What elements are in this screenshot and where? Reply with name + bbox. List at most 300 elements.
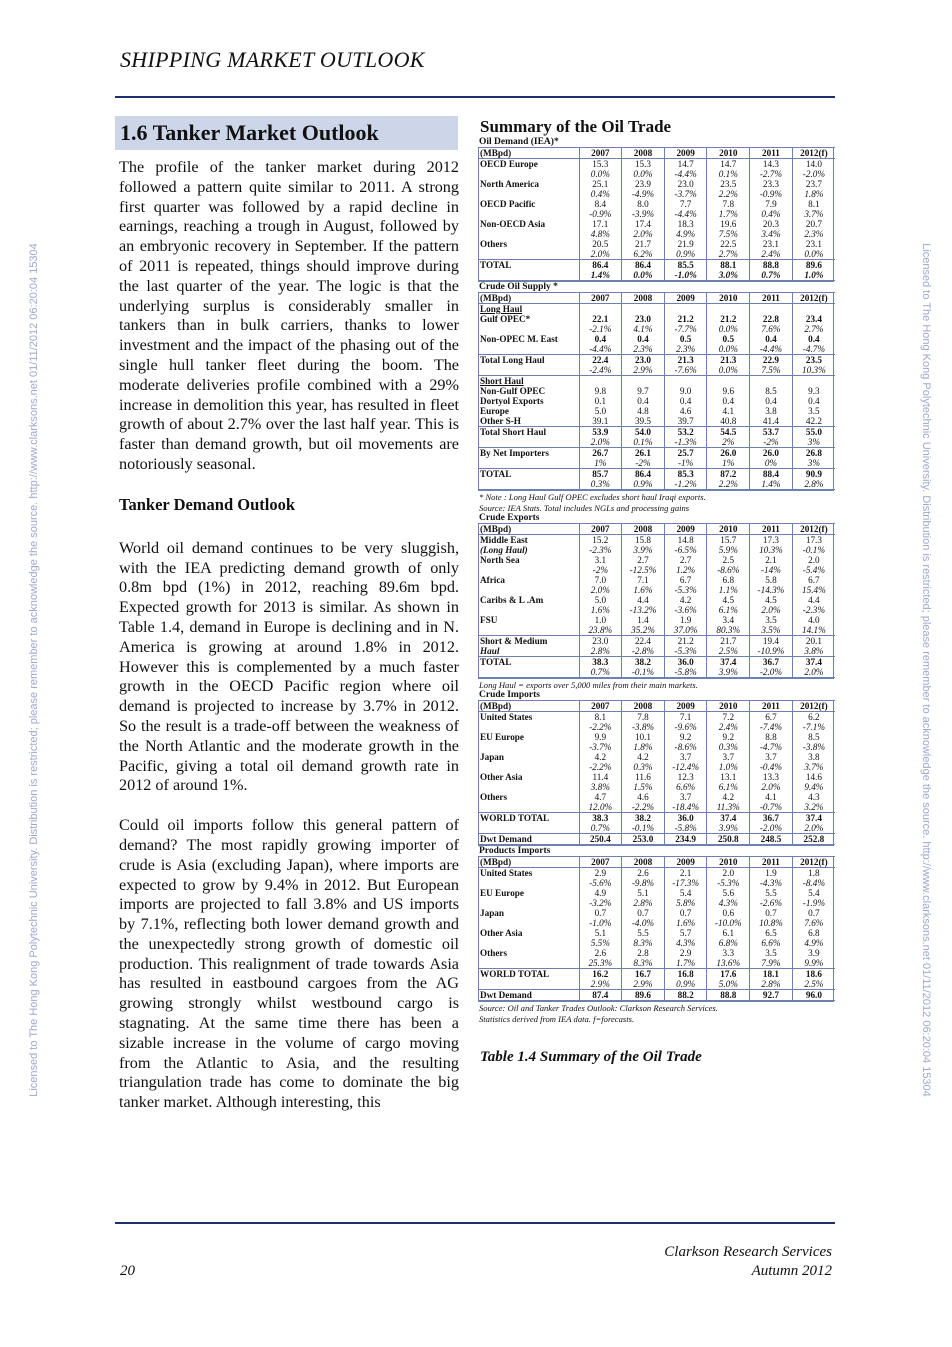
row-label: Africa: [480, 575, 505, 585]
value-cell: 4.5: [707, 595, 750, 605]
table-row: [479, 304, 835, 315]
value-cell: 5.5: [622, 928, 665, 938]
row-label: Haul: [480, 646, 500, 656]
license-watermark-right: Licensed to The Hong Kong Polytechnic University. Distribution is restricted; please remember to acknowledge the source. http://www.clarksons.net 01/11/2012 06:20:04 15304: [920, 243, 932, 1097]
header-cell: 2012(f): [792, 857, 835, 868]
value-cell: 2.0%: [750, 605, 793, 615]
value-cell: 14.3: [750, 159, 793, 170]
value-cell: 3.7: [707, 752, 750, 762]
value-cell: 10.3%: [750, 545, 793, 555]
value-cell: 17.3: [750, 535, 793, 546]
value-cell: 2.3%: [664, 344, 707, 355]
table-row: [479, 595, 835, 605]
value-cell: 2.8%: [750, 979, 793, 990]
value-cell: 39.1: [579, 416, 622, 427]
value-cell: 88.1: [707, 260, 750, 271]
table-row-growth: [479, 918, 835, 928]
value-cell: 9.9%: [792, 958, 835, 969]
row-label: Other Asia: [480, 772, 523, 782]
table-section: [478, 147, 834, 282]
value-cell: 9.6: [707, 386, 750, 396]
value-cell: 40.8: [707, 416, 750, 427]
table-row-growth: [479, 479, 835, 490]
value-cell: 2.9%: [622, 365, 665, 376]
value-cell: 6.8: [707, 575, 750, 585]
row-label: Japan: [480, 908, 505, 918]
row-label: [479, 762, 579, 772]
row-label: United States: [480, 868, 533, 878]
header-cell: (MBpd): [479, 701, 579, 712]
table-row: [479, 219, 835, 229]
value-cell: 36.0: [664, 813, 707, 824]
header-cell: 2010: [707, 293, 750, 304]
value-cell: 2.1: [750, 555, 793, 565]
value-cell: 2.0%: [622, 229, 665, 239]
value-cell: 7.6%: [792, 918, 835, 928]
value-cell: 19.6: [707, 219, 750, 229]
value-cell: -13.2%: [622, 605, 665, 615]
value-cell: 20.3: [750, 219, 793, 229]
value-cell: 87.4: [579, 990, 622, 1001]
header-cell: 2009: [664, 857, 707, 868]
value-cell: 26.0: [707, 448, 750, 459]
row-label: WORLD TOTAL: [479, 813, 579, 824]
row-label: TOTAL: [479, 469, 579, 480]
value-cell: 250.4: [579, 834, 622, 845]
value-cell: 39.5: [622, 416, 665, 427]
table-row: [479, 179, 835, 189]
value-cell: 18.3: [664, 219, 707, 229]
header-cell: (MBpd): [479, 148, 579, 159]
header-cell: 2009: [664, 148, 707, 159]
value-cell: 7.7: [664, 199, 707, 209]
value-cell: -1.3%: [664, 437, 707, 448]
value-cell: 5.7: [664, 928, 707, 938]
imports-paragraph: Could oil imports follow this general pattern of demand? The most rapidly growing importer of crude is Asia (excluding Japan), where imports are expected to grow by 9.4% in 2012. But European imports are projected to fall 3.8% and US imports by 7.1%, reflecting both lower demand growth and the unexpectedly strong growth of domestic oil production. This realignment of trade towards Asia has resulted in eastbound cargoes from the AG growing strongly whilst westbound cargo is stagnating. At the same time there has been a sizable increase in the volume of cargo moving from the Atlantic to Asia, and the resulting triangulation trade has come to dominate the big tanker market. Although interesting, this: [119, 816, 459, 1112]
value-cell: 0.4: [750, 334, 793, 344]
value-cell: 23.0: [622, 355, 665, 366]
table-row: [479, 416, 835, 427]
table-row: [479, 239, 835, 249]
value-cell: 3.7%: [792, 209, 835, 219]
row-label: Short & Medium: [479, 636, 579, 647]
value-cell: 1.0%: [707, 762, 750, 772]
value-cell: 2.0%: [750, 782, 793, 792]
value-cell: 7.0: [579, 575, 622, 585]
table-row-growth: [479, 979, 835, 990]
value-cell: 23.3: [750, 179, 793, 189]
value-cell: 20.5: [579, 239, 622, 249]
table-row: [479, 908, 835, 918]
value-cell: 0.0%: [707, 344, 750, 355]
value-cell: 4.6: [622, 792, 665, 802]
table-row: [479, 636, 835, 647]
value-cell: 85.3: [664, 469, 707, 480]
value-cell: -1.2%: [664, 479, 707, 490]
header-cell: 2007: [579, 701, 622, 712]
row-label: [479, 667, 579, 678]
value-cell: 22.8: [750, 314, 793, 324]
value-cell: -5.3%: [664, 646, 707, 657]
value-cell: 17.4: [622, 219, 665, 229]
value-cell: 0.9%: [664, 979, 707, 990]
value-cell: 38.2: [622, 813, 665, 824]
value-cell: 8.8: [750, 732, 793, 742]
table-row-growth: [479, 270, 835, 281]
value-cell: -3.8%: [792, 742, 835, 752]
value-cell: -6.5%: [664, 545, 707, 555]
value-cell: 1.2%: [664, 565, 707, 575]
value-cell: 21.7: [622, 239, 665, 249]
table-row-growth: [479, 958, 835, 969]
value-cell: 2.0%: [579, 249, 622, 260]
table-row: [479, 868, 835, 879]
table-row: [479, 928, 835, 938]
value-cell: 2.3%: [622, 344, 665, 355]
row-label: Japan: [480, 752, 505, 762]
table-header-row: [479, 701, 835, 712]
value-cell: -17.3%: [664, 878, 707, 888]
value-cell: 6.8%: [707, 938, 750, 948]
table-row-growth: [479, 565, 835, 575]
value-cell: 248.5: [750, 834, 793, 845]
value-cell: -1.0%: [579, 918, 622, 928]
value-cell: 8.4: [579, 199, 622, 209]
table-row-growth: [479, 585, 835, 595]
table-header-row: [479, 524, 835, 535]
table-row: [479, 712, 835, 723]
table-row: [479, 575, 835, 585]
value-cell: 14.6: [792, 772, 835, 782]
value-cell: 5.9%: [707, 545, 750, 555]
data-table: [479, 523, 835, 678]
header-cell: 2008: [622, 524, 665, 535]
header-rule: [115, 96, 835, 98]
table-section: [478, 292, 834, 491]
row-label: WORLD TOTAL: [479, 969, 579, 980]
value-cell: 15.7: [707, 535, 750, 546]
value-cell: 8.1: [579, 712, 622, 723]
value-cell: -0.1%: [792, 545, 835, 555]
value-cell: 5.4: [664, 888, 707, 898]
value-cell: -14.3%: [750, 585, 793, 595]
value-cell: 13.6%: [707, 958, 750, 969]
header-cell: 2011: [750, 293, 793, 304]
value-cell: 5.1: [622, 888, 665, 898]
value-cell: 54.5: [707, 427, 750, 438]
table-row-growth: [479, 938, 835, 948]
value-cell: -2.7%: [750, 169, 793, 179]
value-cell: -2.2%: [579, 722, 622, 732]
header-cell: 2011: [750, 701, 793, 712]
value-cell: 92.7: [750, 990, 793, 1001]
value-cell: 1.7%: [664, 958, 707, 969]
value-cell: -3.7%: [579, 742, 622, 752]
row-label: [479, 344, 579, 355]
row-label: [479, 802, 579, 813]
table-section-title: Products Imports: [479, 846, 551, 856]
table-row: [479, 813, 835, 824]
value-cell: 9.7: [622, 386, 665, 396]
value-cell: 2.0: [792, 555, 835, 565]
value-cell: 3.1: [579, 555, 622, 565]
value-cell: 5.4: [792, 888, 835, 898]
row-label: FSU: [480, 615, 498, 625]
value-cell: 15.2: [579, 535, 622, 546]
value-cell: 0.7: [622, 908, 665, 918]
table-caption: Table 1.4 Summary of the Oil Trade: [480, 1049, 702, 1065]
row-label: Caribs & L .Am: [480, 595, 544, 605]
value-cell: -4.4%: [664, 209, 707, 219]
row-label: Dwt Demand: [479, 990, 579, 1001]
row-label: EU Europe: [480, 732, 524, 742]
value-cell: 6.6%: [750, 938, 793, 948]
value-cell: 18.1: [750, 969, 793, 980]
value-cell: 2.9%: [622, 979, 665, 990]
license-watermark-left: Licensed to The Hong Kong Polytechnic University. Distribution is restricted; please remember to acknowledge the source. http://www.clarksons.net 01/11/2012 06:20:04 15304: [28, 243, 40, 1097]
value-cell: 4.4: [792, 595, 835, 605]
row-label: Other Asia: [480, 928, 523, 938]
table-header-row: [479, 148, 835, 159]
header-cell: (MBpd): [479, 524, 579, 535]
value-cell: [707, 376, 750, 387]
value-cell: 53.7: [750, 427, 793, 438]
value-cell: 8.0: [622, 199, 665, 209]
table-row: [479, 396, 835, 406]
value-cell: -8.6%: [707, 565, 750, 575]
value-cell: 1.9: [664, 615, 707, 625]
table-row-growth: [479, 209, 835, 219]
value-cell: 14.7: [707, 159, 750, 170]
value-cell: 22.9: [750, 355, 793, 366]
table-row: [479, 772, 835, 782]
value-cell: 1.4%: [579, 270, 622, 281]
value-cell: 17.6: [707, 969, 750, 980]
row-label: [479, 722, 579, 732]
value-cell: 0.4: [664, 396, 707, 406]
value-cell: 9.0: [664, 386, 707, 396]
value-cell: -3.8%: [622, 722, 665, 732]
value-cell: 23.9: [622, 179, 665, 189]
value-cell: 0.7: [664, 908, 707, 918]
table-row: [479, 376, 835, 387]
value-cell: 0.7: [579, 908, 622, 918]
value-cell: 25.1: [579, 179, 622, 189]
value-cell: 3.2%: [792, 802, 835, 813]
value-cell: 2.9%: [579, 979, 622, 990]
table-row-growth: [479, 545, 835, 555]
value-cell: 6.1%: [707, 782, 750, 792]
value-cell: 6.8: [792, 928, 835, 938]
table-row: [479, 535, 835, 546]
data-table: [479, 700, 835, 845]
table-section: [478, 856, 834, 1002]
value-cell: 2.7: [622, 555, 665, 565]
value-cell: [622, 376, 665, 387]
value-cell: [664, 304, 707, 315]
table-row-growth: [479, 667, 835, 678]
row-label: Other S-H: [480, 416, 521, 426]
value-cell: 42.2: [792, 416, 835, 427]
row-label: [479, 189, 579, 199]
value-cell: 26.7: [579, 448, 622, 459]
value-cell: 2.8%: [579, 646, 622, 657]
value-cell: -12.5%: [622, 565, 665, 575]
value-cell: 3.8: [792, 752, 835, 762]
data-table: [479, 292, 835, 490]
value-cell: -0.9%: [579, 209, 622, 219]
value-cell: 23.5: [707, 179, 750, 189]
table-row: [479, 792, 835, 802]
row-label: Non-OECD Asia: [480, 219, 546, 229]
data-table: [479, 856, 835, 1001]
value-cell: 1.6%: [579, 605, 622, 615]
value-cell: [579, 304, 622, 315]
value-cell: 0.6: [707, 908, 750, 918]
value-cell: 2.7%: [707, 249, 750, 260]
value-cell: 9.9: [579, 732, 622, 742]
value-cell: 2.6: [622, 868, 665, 879]
value-cell: 21.9: [664, 239, 707, 249]
value-cell: 7.9: [750, 199, 793, 209]
value-cell: 11.3%: [707, 802, 750, 813]
value-cell: -7.7%: [664, 324, 707, 334]
value-cell: 0.9%: [664, 249, 707, 260]
value-cell: -2.2%: [579, 762, 622, 772]
value-cell: 86.4: [622, 469, 665, 480]
table-row-growth: [479, 878, 835, 888]
table-row-growth: [479, 898, 835, 908]
header-cell: 2010: [707, 701, 750, 712]
section-heading: 1.6 Tanker Market Outlook: [115, 116, 458, 150]
row-label: [479, 938, 579, 948]
value-cell: 38.2: [622, 657, 665, 668]
value-cell: 5.1: [579, 928, 622, 938]
subheading: Tanker Demand Outlook: [119, 494, 296, 514]
value-cell: 3.7%: [792, 762, 835, 772]
value-cell: -3.6%: [664, 605, 707, 615]
row-label: [479, 605, 579, 615]
table-row-growth: [479, 722, 835, 732]
header-cell: 2012(f): [792, 293, 835, 304]
value-cell: 8.5: [750, 386, 793, 396]
value-cell: 88.2: [664, 990, 707, 1001]
value-cell: 3.8%: [579, 782, 622, 792]
value-cell: 38.3: [579, 813, 622, 824]
value-cell: -5.3%: [664, 585, 707, 595]
value-cell: 2.7: [664, 555, 707, 565]
value-cell: -0.1%: [622, 667, 665, 678]
value-cell: 3.9: [792, 948, 835, 958]
value-cell: 0.0%: [707, 365, 750, 376]
value-cell: 37.4: [792, 813, 835, 824]
value-cell: 2.4%: [750, 249, 793, 260]
value-cell: [622, 304, 665, 315]
value-cell: 2%: [707, 437, 750, 448]
table-row: [479, 199, 835, 209]
header-cell: (MBpd): [479, 293, 579, 304]
value-cell: -8.6%: [664, 742, 707, 752]
value-cell: 3.7: [664, 792, 707, 802]
header-cell: 2007: [579, 293, 622, 304]
value-cell: 2.0%: [792, 667, 835, 678]
value-cell: 2.0: [707, 868, 750, 879]
row-label: Non-OPEC M. East: [480, 334, 558, 344]
header-cell: 2012(f): [792, 701, 835, 712]
value-cell: 4.5: [750, 595, 793, 605]
value-cell: 8.3%: [622, 938, 665, 948]
value-cell: 253.0: [622, 834, 665, 845]
value-cell: 19.4: [750, 636, 793, 647]
row-label: TOTAL: [479, 260, 579, 271]
value-cell: 0.5: [707, 334, 750, 344]
value-cell: 22.4: [579, 355, 622, 366]
value-cell: 3.4%: [750, 229, 793, 239]
value-cell: -7.1%: [792, 722, 835, 732]
value-cell: 0.4: [707, 396, 750, 406]
value-cell: 89.6: [792, 260, 835, 271]
row-label: Non-Gulf OPEC: [480, 386, 546, 396]
value-cell: 36.7: [750, 657, 793, 668]
value-cell: 2.6: [579, 948, 622, 958]
row-label: North America: [480, 179, 539, 189]
value-cell: 26.1: [622, 448, 665, 459]
row-label: [479, 249, 579, 260]
row-label: [479, 229, 579, 239]
value-cell: 0.4: [622, 396, 665, 406]
table-row: [479, 386, 835, 396]
value-cell: -4.0%: [622, 918, 665, 928]
value-cell: 1.1%: [707, 585, 750, 595]
value-cell: -5.4%: [792, 565, 835, 575]
value-cell: 3.8: [750, 406, 793, 416]
value-cell: 0.7%: [579, 823, 622, 834]
header-cell: 2009: [664, 701, 707, 712]
row-label: Dortyol Exports: [480, 396, 544, 406]
table-row: [479, 448, 835, 459]
value-cell: 3.3: [707, 948, 750, 958]
value-cell: -14%: [750, 565, 793, 575]
value-cell: 1.8%: [622, 742, 665, 752]
value-cell: 23.0: [664, 179, 707, 189]
header-cell: 2008: [622, 701, 665, 712]
value-cell: 1%: [707, 458, 750, 469]
value-cell: 6.6%: [664, 782, 707, 792]
value-cell: 37.4: [707, 657, 750, 668]
value-cell: 9.3: [792, 386, 835, 396]
value-cell: 7.8: [622, 712, 665, 723]
value-cell: 23.7: [792, 179, 835, 189]
value-cell: 14.7: [664, 159, 707, 170]
value-cell: 0.7: [792, 908, 835, 918]
row-label: [479, 458, 579, 469]
table-row-growth: [479, 437, 835, 448]
value-cell: 86.4: [579, 260, 622, 271]
table-row-growth: [479, 249, 835, 260]
value-cell: 3.9%: [622, 545, 665, 555]
value-cell: [664, 376, 707, 387]
header-cell: 2009: [664, 524, 707, 535]
table-row: [479, 159, 835, 170]
table-title: Summary of the Oil Trade: [480, 117, 672, 136]
value-cell: -4.4%: [750, 344, 793, 355]
value-cell: -4.9%: [622, 189, 665, 199]
value-cell: 15.4%: [792, 585, 835, 595]
value-cell: 8.3%: [622, 958, 665, 969]
value-cell: 7.6%: [750, 324, 793, 334]
value-cell: 15.3: [622, 159, 665, 170]
row-label: [479, 365, 579, 376]
